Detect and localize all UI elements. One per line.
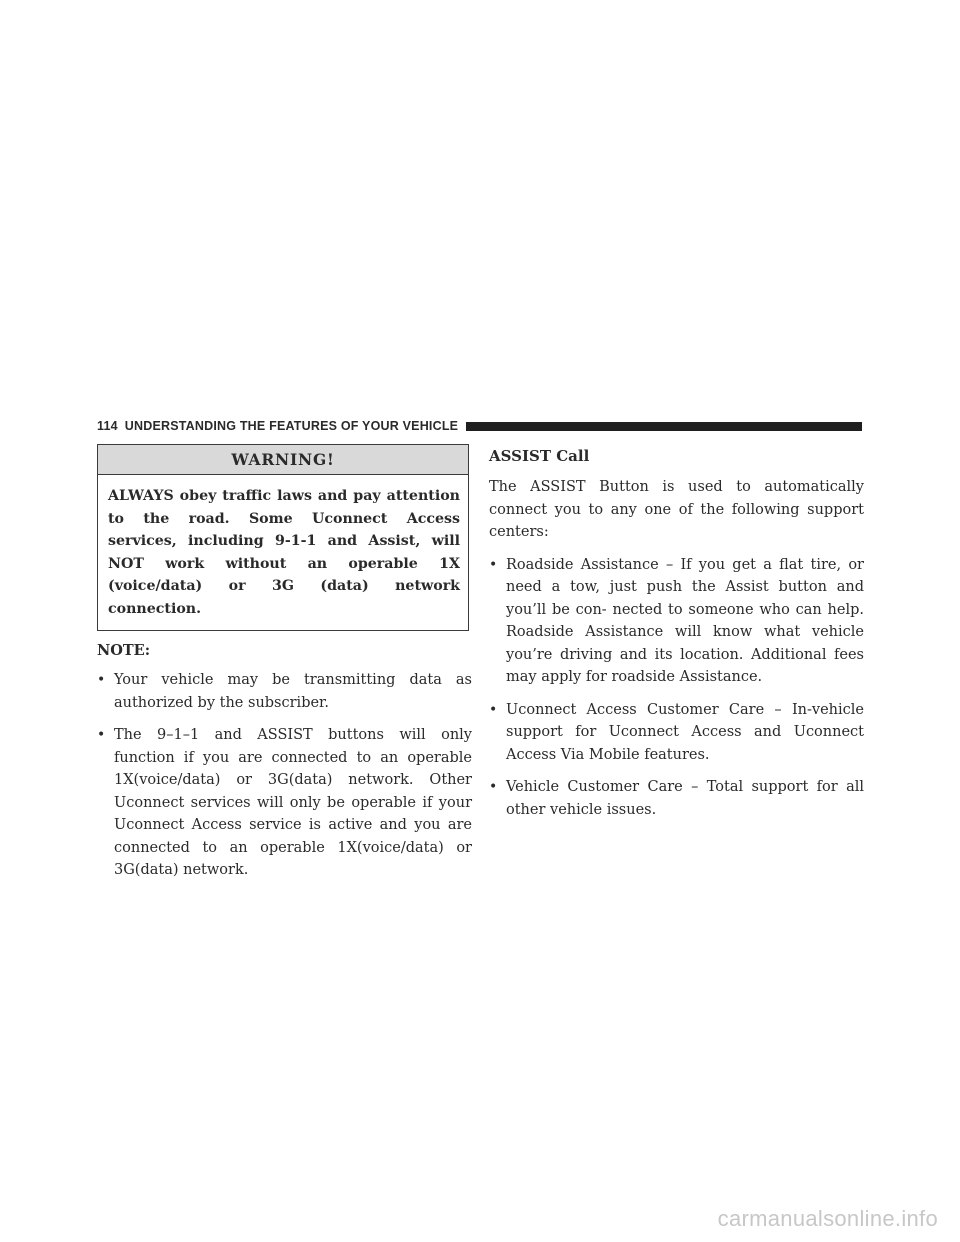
assist-list: [489, 554, 864, 822]
bullet-icon: •: [489, 779, 498, 795]
bullet-icon: •: [97, 727, 106, 743]
left-column: [97, 444, 472, 882]
bullet-icon: •: [489, 556, 498, 573]
list-item: [489, 554, 864, 689]
warning-title: WARNING!: [98, 445, 468, 475]
list-item: [489, 776, 864, 821]
running-header: [97, 418, 862, 434]
header-rule: [466, 422, 862, 431]
list-item-text: Uconnect Access Customer Care – In-vehicle support for Uconnect Access and Uconnect Access Via Mobile features.: [506, 701, 864, 763]
warning-box: [97, 444, 469, 631]
section-title: UNDERSTANDING THE FEATURES OF YOUR VEHICLE: [124, 419, 459, 433]
assist-heading: ASSIST Call: [489, 447, 590, 465]
note-label: NOTE:: [97, 642, 151, 659]
list-item-text: Your vehicle may be transmitting data as authorized by the subscriber.: [114, 672, 472, 711]
list-item-text: The 9–1–1 and ASSIST buttons will only function if you are connected to an operable 1X(voice/data) or 3G(data) network. Other Uconnect services will only be operable if your Uconnect Access service is active and you are connected to an operable 1X(voice/data) or 3G(data) network.: [114, 727, 472, 878]
right-column: [489, 444, 864, 821]
warning-body: ALWAYS obey traffic laws and pay attention to the road. Some Uconnect Access services, including 9-1-1 and Assist, will NOT work without an operable 1X (voice/data) or 3G (data) network connection.: [108, 488, 460, 617]
list-item-text: Vehicle Customer Care – Total support for all other vehicle issues.: [506, 779, 864, 818]
note-list: [97, 669, 472, 882]
watermark: carmanualsonline.info: [717, 1206, 938, 1231]
list-item: [97, 669, 472, 714]
list-item: [489, 699, 864, 767]
bullet-icon: •: [489, 701, 498, 718]
assist-intro: The ASSIST Button is used to automatically connect you to any one of the following support centers:: [489, 479, 864, 540]
list-item-text: Roadside Assistance – If you get a flat tire, or need a tow, just push the Assist button and you’ll be con- nected to someone who can help. Roadside Assistance will know what vehicle you’re driving and its location. Additional fees may apply for roadside Assistance.: [506, 556, 864, 685]
page-number: 114: [97, 419, 118, 433]
list-item: [97, 724, 472, 882]
bullet-icon: •: [97, 672, 106, 688]
